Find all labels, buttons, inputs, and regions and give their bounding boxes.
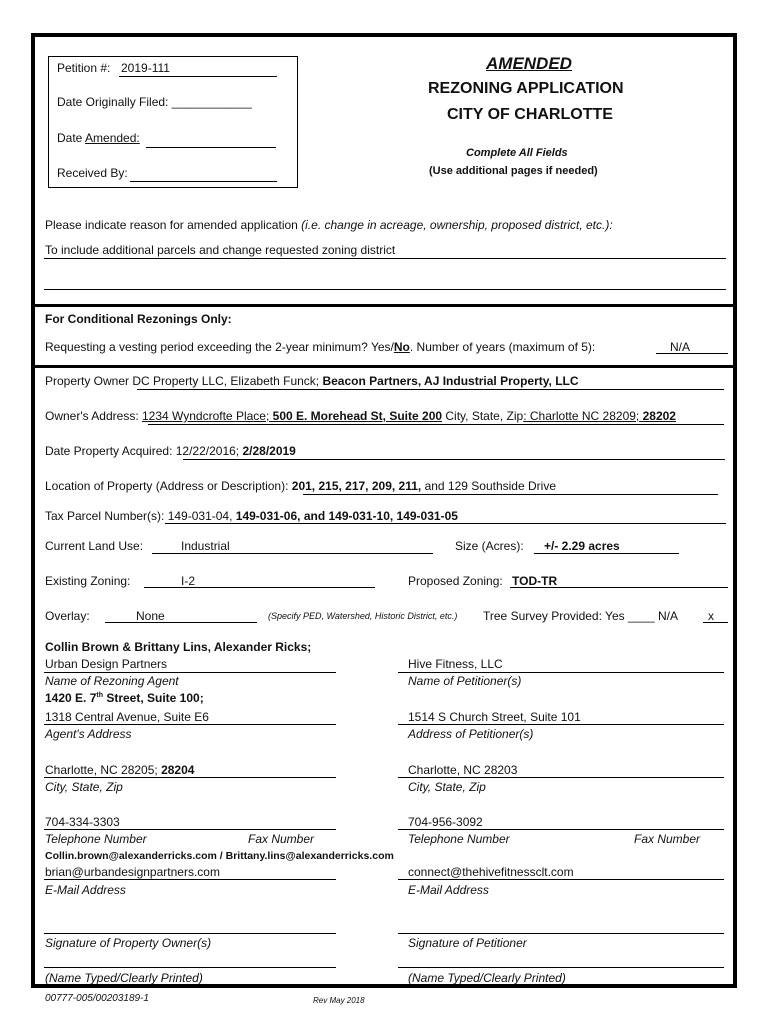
location-row: Location of Property (Address or Description): 201, 215, 217, 209, 211, and 129 Southside Drive: [45, 479, 556, 493]
agent-phone-caption: Telephone Number: [45, 832, 147, 846]
petitioner-name[interactable]: Hive Fitness, LLC: [408, 657, 503, 671]
overlay-line: [105, 622, 257, 623]
land-use-label: Current Land Use:: [45, 539, 144, 553]
acquired-value[interactable]: 12/22/2016;: [172, 444, 243, 458]
vesting-question: Requesting a vesting period exceeding the 2-year minimum? Yes/No. Number of years (maximum of 5):: [45, 340, 596, 354]
petition-number-label: Petition #:: [57, 61, 111, 75]
owner-signature-caption: Signature of Property Owner(s): [45, 936, 212, 950]
location-value[interactable]: 201, 215, 217, 209, 211,: [291, 479, 422, 493]
received-by-label: Received By:: [57, 166, 128, 180]
reason-prompt: Please indicate reason for amended application (i.e. change in acreage, ownership, proposed district, etc.):: [45, 218, 613, 232]
tree-survey-value[interactable]: x: [708, 609, 714, 623]
vesting-years-value[interactable]: N/A: [670, 340, 691, 354]
section-divider: [35, 304, 733, 307]
date-amended-label: Date Amended:: [57, 131, 140, 145]
reason-line-1: [44, 258, 726, 259]
land-use-line: [152, 553, 433, 554]
owner-printed-line[interactable]: [44, 967, 336, 968]
agent-email[interactable]: brian@urbandesignpartners.com: [45, 865, 220, 879]
agent-address-caption: Agent's Address: [45, 727, 132, 741]
petitioner-email-caption: E-Mail Address: [408, 883, 489, 897]
petitioner-phone[interactable]: 704-956-3092: [408, 815, 483, 829]
petitioner-name-line: [398, 672, 724, 673]
petitioner-signature-line[interactable]: [398, 933, 724, 934]
petitioner-printed-line[interactable]: [398, 967, 724, 968]
size-label: Size (Acres):: [455, 539, 524, 553]
document-id: 00777-005/00203189-1: [45, 993, 149, 1004]
form-title-line2: CITY OF CHARLOTTE: [447, 106, 613, 123]
petitioner-printed-caption: (Name Typed/Clearly Printed): [408, 971, 566, 985]
location-line: [303, 494, 718, 495]
owner-address-row: Owner's Address: 1234 Wyndcrofte Place; 500 E. Morehead St, Suite 200 City, State, Zip: Charlotte NC 28209; 28202: [45, 409, 676, 423]
petitioner-signature-caption: Signature of Petitioner: [408, 936, 527, 950]
tax-parcel-row: Tax Parcel Number(s): 149-031-04, 149-031-06, and 149-031-10, 149-031-05: [45, 509, 458, 523]
revision-note: Rev May 2018: [313, 996, 365, 1005]
amended-title: AMENDED: [486, 54, 572, 73]
petitioner-address-line: [398, 724, 724, 725]
reason-answer[interactable]: To include additional parcels and change requested zoning district: [45, 243, 396, 257]
petitioner-name-caption: Name of Petitioner(s): [408, 674, 522, 688]
petition-number-line: [119, 76, 277, 77]
overlay-value[interactable]: None: [136, 609, 165, 623]
owner-line: [137, 389, 724, 390]
tax-parcel-value[interactable]: 149-031-04,: [167, 509, 236, 523]
section-divider: [35, 365, 733, 368]
existing-zoning-label: Existing Zoning:: [45, 574, 131, 588]
agent-phone[interactable]: 704-334-3303: [45, 815, 120, 829]
date-amended-line[interactable]: [146, 147, 276, 148]
size-value[interactable]: +/- 2.29 acres: [544, 539, 620, 553]
owner-signature-line[interactable]: [44, 933, 336, 934]
agent-email-caption: E-Mail Address: [45, 883, 126, 897]
owner-printed-caption: (Name Typed/Clearly Printed): [45, 971, 203, 985]
land-use-value[interactable]: Industrial: [181, 539, 230, 553]
overlay-note: (Specify PED, Watershed, Historic District, etc.): [268, 611, 458, 621]
petitioner-phone-line: [398, 829, 724, 830]
owner-address-line: [148, 424, 724, 425]
tree-survey-line: [703, 622, 728, 623]
agent-company-line: [44, 672, 336, 673]
size-line: [534, 553, 679, 554]
petition-number-value[interactable]: 2019-111: [121, 61, 170, 75]
petitioner-csz[interactable]: Charlotte, NC 28203: [408, 763, 518, 777]
vesting-years-line: [656, 353, 728, 354]
date-filed-label[interactable]: Date Originally Filed: ____________: [57, 95, 252, 109]
agent-names: Collin Brown & Brittany Lins, Alexander Ricks;: [45, 640, 312, 654]
petitioner-fax-caption: Fax Number: [634, 832, 701, 846]
property-owner-row: Property Owner DC Property LLC, Elizabeth Funck; Beacon Partners, AJ Industrial Property, LLC: [45, 374, 579, 388]
petitioner-address[interactable]: 1514 S Church Street, Suite 101: [408, 710, 581, 724]
proposed-zoning-value[interactable]: TOD-TR: [512, 574, 558, 588]
proposed-zoning-label: Proposed Zoning:: [408, 574, 503, 588]
existing-zoning-value[interactable]: I-2: [181, 574, 196, 588]
reason-line-2[interactable]: [44, 289, 726, 290]
agent-csz-caption: City, State, Zip: [45, 780, 123, 794]
proposed-zoning-line: [510, 587, 728, 588]
agent-company-caption: Name of Rezoning Agent: [45, 674, 179, 688]
tax-parcel-line: [165, 523, 726, 524]
agent-company[interactable]: Urban Design Partners: [45, 657, 168, 671]
agent-csz-line: [44, 777, 336, 778]
petitioner-email[interactable]: connect@thehivefitnessclt.com: [408, 865, 574, 879]
petitioner-csz-line: [398, 777, 724, 778]
additional-pages-note: (Use additional pages if needed): [429, 165, 598, 177]
agent-email-line: [44, 879, 336, 880]
agent-emails-bold: Collin.brown@alexanderricks.com / Brittany.lins@alexanderricks.com: [45, 850, 394, 862]
overlay-label: Overlay:: [45, 609, 90, 623]
conditional-heading: For Conditional Rezonings Only:: [45, 312, 232, 326]
agent-phone-line: [44, 829, 336, 830]
owner-value[interactable]: DC Property LLC, Elizabeth Funck;: [132, 374, 323, 388]
owner-address-value[interactable]: 1234 Wyndcrofte Place;: [142, 409, 273, 423]
existing-zoning-line: [144, 587, 375, 588]
complete-fields-note: Complete All Fields: [466, 147, 568, 159]
tree-survey-label: Tree Survey Provided: Yes ____ N/A: [483, 609, 678, 623]
agent-fax-caption: Fax Number: [248, 832, 315, 846]
agent-address-line: [44, 724, 336, 725]
acquired-line: [183, 459, 725, 460]
acquired-row: Date Property Acquired: 12/22/2016; 2/28/2019: [45, 444, 296, 458]
petitioner-address-caption: Address of Petitioner(s): [408, 727, 534, 741]
petitioner-email-line: [398, 879, 724, 880]
vesting-no[interactable]: No: [393, 340, 410, 354]
agent-address-bold: 1420 E. 7th Street, Suite 100;: [45, 691, 204, 705]
petitioner-csz-caption: City, State, Zip: [408, 780, 486, 794]
owner-csz-value[interactable]: : Charlotte NC 28209;: [523, 409, 643, 423]
agent-address[interactable]: 1318 Central Avenue, Suite E6: [45, 710, 209, 724]
petitioner-phone-caption: Telephone Number: [408, 832, 510, 846]
agent-csz[interactable]: Charlotte, NC 28205; 28204: [45, 763, 195, 777]
form-title-line1: REZONING APPLICATION: [428, 80, 624, 97]
received-by-line[interactable]: [130, 181, 277, 182]
